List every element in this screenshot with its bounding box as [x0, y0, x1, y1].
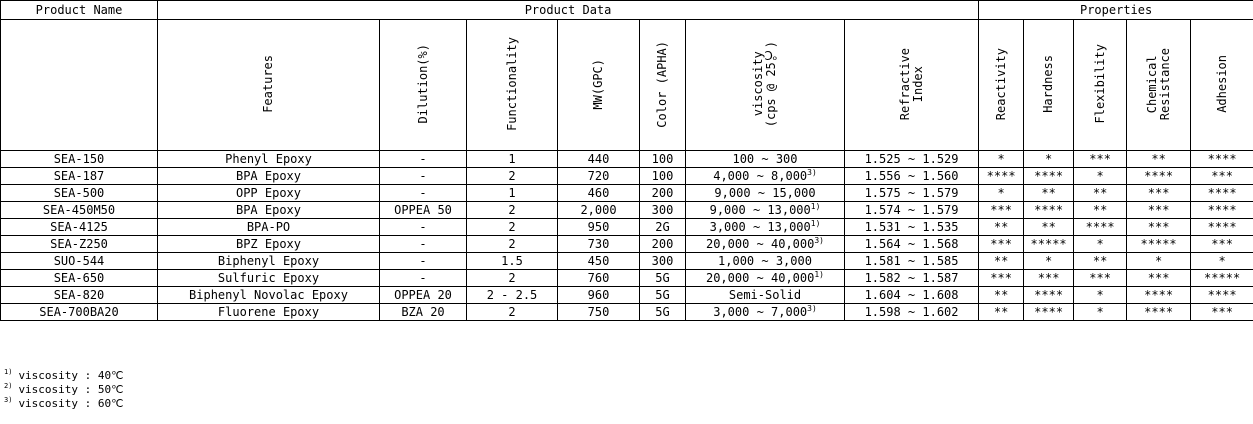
chemical-resistance-cell: * [1127, 253, 1191, 270]
adhesion-cell: **** [1191, 151, 1253, 168]
table-row [1, 270, 1253, 287]
product-data-header: Product Data [158, 1, 979, 20]
footnote: $^{3)}$ viscosity : 60℃ [4, 396, 124, 410]
reactivity-cell: * [979, 185, 1024, 202]
chemical-resistance-header: Chemical Resistance [1127, 20, 1191, 151]
dilution-cell: BZA 20 [380, 304, 467, 321]
product-name-cell: SEA-187 [1, 168, 158, 185]
mw-header: MW(GPC) [558, 20, 640, 151]
table-row [1, 287, 1253, 304]
mw-cell: 720 [558, 168, 640, 185]
product-name-header: Product Name [1, 1, 158, 20]
hardness-cell: **** [1024, 202, 1074, 219]
hardness-cell: *** [1024, 270, 1074, 287]
features-cell: BPA Epoxy [158, 202, 380, 219]
features-cell: Sulfuric Epoxy [158, 270, 380, 287]
table-row [1, 202, 1253, 219]
chemical-resistance-cell: *** [1127, 219, 1191, 236]
viscosity-cell: 4,000 ~ 8,000$^{3)}$ [686, 168, 845, 185]
dilution-cell: - [380, 168, 467, 185]
table-row [1, 185, 1253, 202]
mw-cell: 750 [558, 304, 640, 321]
dilution-cell: - [380, 236, 467, 253]
features-cell: Fluorene Epoxy [158, 304, 380, 321]
hardness-header: Hardness [1024, 20, 1074, 151]
refractive-index-header: Refractive Index [845, 20, 979, 151]
refractive-index-cell: 1.604 ~ 1.608 [845, 287, 979, 304]
features-header: Features [158, 20, 380, 151]
hardness-cell: * [1024, 253, 1074, 270]
refractive-index-cell: 1.525 ~ 1.529 [845, 151, 979, 168]
reactivity-cell: *** [979, 270, 1024, 287]
mw-cell: 950 [558, 219, 640, 236]
features-cell: Biphenyl Novolac Epoxy [158, 287, 380, 304]
reactivity-cell: *** [979, 202, 1024, 219]
viscosity-header: viscosity (cps @ 25℃) [686, 20, 845, 151]
color-cell: 300 [640, 202, 686, 219]
flexibility-cell: ** [1074, 253, 1127, 270]
flexibility-cell: ** [1074, 202, 1127, 219]
mw-cell: 440 [558, 151, 640, 168]
flexibility-header: Flexibility [1074, 20, 1127, 151]
functionality-cell: 1 [467, 185, 558, 202]
viscosity-cell: 9,000 ~ 13,000$^{1)}$ [686, 202, 845, 219]
features-cell: OPP Epoxy [158, 185, 380, 202]
adhesion-cell: *** [1191, 236, 1253, 253]
adhesion-header: Adhesion [1191, 20, 1253, 151]
color-cell: 2G [640, 219, 686, 236]
dilution-cell: OPPEA 20 [380, 287, 467, 304]
color-cell: 100 [640, 151, 686, 168]
functionality-cell: 1 [467, 151, 558, 168]
blank-header-cell [1, 20, 158, 151]
chemical-resistance-cell: *** [1127, 185, 1191, 202]
features-cell: Biphenyl Epoxy [158, 253, 380, 270]
chemical-resistance-cell: ***** [1127, 236, 1191, 253]
mw-cell: 960 [558, 287, 640, 304]
viscosity-cell: 9,000 ~ 15,000 [686, 185, 845, 202]
functionality-cell: 2 [467, 202, 558, 219]
table-row [1, 168, 1253, 185]
viscosity-footnote-mark: 3) [814, 236, 824, 245]
chemical-resistance-cell: **** [1127, 304, 1191, 321]
product-name-cell: SEA-500 [1, 185, 158, 202]
flexibility-cell: *** [1074, 270, 1127, 287]
mw-cell: 2,000 [558, 202, 640, 219]
viscosity-cell: 3,000 ~ 7,000$^{3)}$ [686, 304, 845, 321]
functionality-cell: 2 [467, 168, 558, 185]
color-cell: 5G [640, 270, 686, 287]
flexibility-cell: * [1074, 287, 1127, 304]
chemical-resistance-cell: *** [1127, 202, 1191, 219]
refractive-index-cell: 1.564 ~ 1.568 [845, 236, 979, 253]
product-name-cell: SEA-450M50 [1, 202, 158, 219]
adhesion-cell: *** [1191, 168, 1253, 185]
adhesion-cell: ***** [1191, 270, 1253, 287]
hardness-cell: ** [1024, 185, 1074, 202]
flexibility-cell: ** [1074, 185, 1127, 202]
adhesion-cell: **** [1191, 185, 1253, 202]
dilution-cell: - [380, 270, 467, 287]
refractive-index-cell: 1.531 ~ 1.535 [845, 219, 979, 236]
table-row [1, 253, 1253, 270]
hardness-cell: ** [1024, 219, 1074, 236]
viscosity-cell: Semi-Solid [686, 287, 845, 304]
flexibility-cell: * [1074, 236, 1127, 253]
flexibility-cell: *** [1074, 151, 1127, 168]
footnotes [4, 369, 124, 411]
functionality-cell: 2 - 2.5 [467, 287, 558, 304]
functionality-cell: 2 [467, 236, 558, 253]
product-name-cell: SEA-150 [1, 151, 158, 168]
color-cell: 200 [640, 236, 686, 253]
product-name-cell: SUO-544 [1, 253, 158, 270]
product-name-cell: SEA-700BA20 [1, 304, 158, 321]
mw-cell: 760 [558, 270, 640, 287]
hardness-cell: **** [1024, 304, 1074, 321]
dilution-cell: - [380, 219, 467, 236]
functionality-cell: 1.5 [467, 253, 558, 270]
refractive-index-cell: 1.582 ~ 1.587 [845, 270, 979, 287]
viscosity-footnote-mark: 1) [814, 270, 824, 279]
features-cell: BPZ Epoxy [158, 236, 380, 253]
viscosity-cell: 20,000 ~ 40,000$^{1)}$ [686, 270, 845, 287]
color-cell: 300 [640, 253, 686, 270]
color-cell: 200 [640, 185, 686, 202]
mw-cell: 460 [558, 185, 640, 202]
reactivity-cell: ** [979, 219, 1024, 236]
product-name-cell: SEA-4125 [1, 219, 158, 236]
adhesion-cell: *** [1191, 304, 1253, 321]
features-cell: BPA Epoxy [158, 168, 380, 185]
functionality-cell: 2 [467, 219, 558, 236]
functionality-cell: 2 [467, 304, 558, 321]
hardness-cell: **** [1024, 168, 1074, 185]
color-cell: 5G [640, 287, 686, 304]
table-row [1, 151, 1253, 168]
adhesion-cell: **** [1191, 219, 1253, 236]
adhesion-cell: **** [1191, 202, 1253, 219]
mw-cell: 450 [558, 253, 640, 270]
hardness-cell: ***** [1024, 236, 1074, 253]
hardness-cell: * [1024, 151, 1074, 168]
chemical-resistance-cell: **** [1127, 287, 1191, 304]
viscosity-cell: 100 ~ 300 [686, 151, 845, 168]
viscosity-footnote-mark: 3) [807, 168, 817, 177]
reactivity-cell: **** [979, 168, 1024, 185]
product-name-cell: SEA-820 [1, 287, 158, 304]
reactivity-header: Reactivity [979, 20, 1024, 151]
flexibility-cell: * [1074, 304, 1127, 321]
table-row [1, 304, 1253, 321]
mw-cell: 730 [558, 236, 640, 253]
viscosity-footnote-mark: 1) [810, 219, 821, 228]
footnote: $^{1)}$ viscosity : 40℃ [4, 368, 124, 382]
dilution-header: Dilution(%) [380, 20, 467, 151]
chemical-resistance-cell: ** [1127, 151, 1191, 168]
table-row [1, 236, 1253, 253]
reactivity-cell: ** [979, 304, 1024, 321]
viscosity-cell: 3,000 ~ 13,000$^{1)}$ [686, 219, 845, 236]
dilution-cell: - [380, 151, 467, 168]
reactivity-cell: *** [979, 236, 1024, 253]
footnote: $^{2)}$ viscosity : 50℃ [4, 382, 124, 396]
reactivity-cell: * [979, 151, 1024, 168]
refractive-index-cell: 1.598 ~ 1.602 [845, 304, 979, 321]
product-name-cell: SEA-650 [1, 270, 158, 287]
adhesion-cell: * [1191, 253, 1253, 270]
refractive-index-cell: 1.575 ~ 1.579 [845, 185, 979, 202]
flexibility-cell: * [1074, 168, 1127, 185]
refractive-index-cell: 1.574 ~ 1.579 [845, 202, 979, 219]
features-cell: BPA-PO [158, 219, 380, 236]
viscosity-cell: 1,000 ~ 3,000 [686, 253, 845, 270]
hardness-cell: **** [1024, 287, 1074, 304]
reactivity-cell: ** [979, 287, 1024, 304]
viscosity-footnote-mark: 3) [807, 304, 817, 313]
properties-header: Properties [979, 1, 1253, 20]
dilution-cell: - [380, 185, 467, 202]
color-cell: 100 [640, 168, 686, 185]
functionality-header: Functionality [467, 20, 558, 151]
color-cell: 5G [640, 304, 686, 321]
product-name-cell: SEA-Z250 [1, 236, 158, 253]
chemical-resistance-cell: *** [1127, 270, 1191, 287]
functionality-cell: 2 [467, 270, 558, 287]
table-row [1, 219, 1253, 236]
flexibility-cell: **** [1074, 219, 1127, 236]
dilution-cell: OPPEA 50 [380, 202, 467, 219]
dilution-cell: - [380, 253, 467, 270]
refractive-index-cell: 1.556 ~ 1.560 [845, 168, 979, 185]
color-header: Color (APHA) [640, 20, 686, 151]
reactivity-cell: ** [979, 253, 1024, 270]
adhesion-cell: **** [1191, 287, 1253, 304]
viscosity-footnote-mark: 1) [810, 202, 821, 211]
chemical-resistance-cell: **** [1127, 168, 1191, 185]
features-cell: Phenyl Epoxy [158, 151, 380, 168]
refractive-index-cell: 1.581 ~ 1.585 [845, 253, 979, 270]
viscosity-cell: 20,000 ~ 40,000$^{3)}$ [686, 236, 845, 253]
